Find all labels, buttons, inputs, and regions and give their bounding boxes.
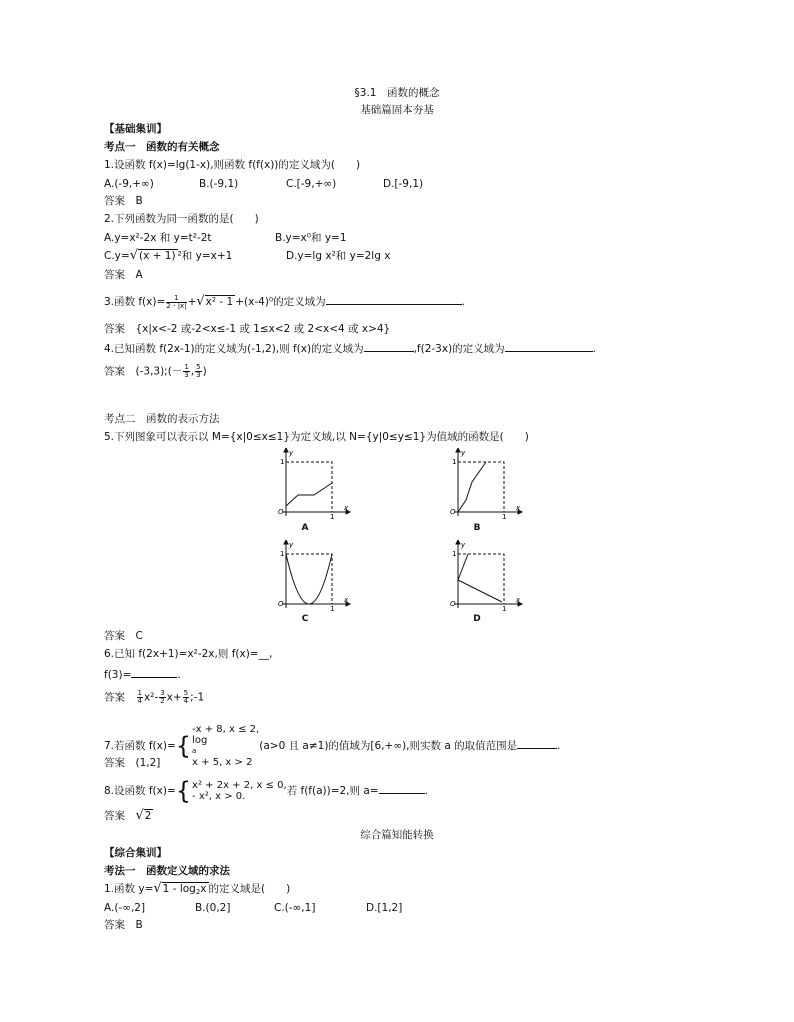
comprehensive-question-1-option-c: C.(-∞,1] [274,902,316,914]
basic-heading: 【基础集训】 [104,123,167,135]
answer-2: 答案 A [104,269,143,281]
answer-blank [517,737,557,749]
answer-1 [104,194,143,208]
answer-value: B [135,195,143,207]
answer-blank [505,340,593,352]
x-tick-1: 1 [502,513,507,520]
origin-label: O [278,508,284,516]
question-2-option-c: C.y=√(x + 1) ²和 y=x+1 [104,248,233,263]
x-axis-label: x [516,596,521,604]
answer-8: 答案 √2 [104,808,152,823]
topic-1-heading: 考点一 函数的有关概念 [104,141,220,153]
graph-b-label: B [473,523,481,533]
x-axis-label: x [344,504,349,512]
y-axis-label: y [461,449,466,457]
answer-label: 答案 [104,195,125,207]
method-1-heading: 考法一 函数定义域的求法 [104,865,230,877]
comprehensive-heading: 【综合集训】 [104,847,167,859]
question-8-text: 8.设函数 f(x)={ x² + 2x + 2, x ≤ 0, - x², x > 0. 若 f(f(a))=2,则 a= . [104,777,428,805]
comprehensive-question-1-option-a: A.(-∞,2] [104,902,146,914]
y-tick-1: 1 [452,550,457,558]
question-1-text: 1.设函数 f(x)=lg(1-x),则函数 f(f(x))的定义域为( ) [104,159,361,171]
y-axis-label: y [289,449,294,457]
answer-blank [326,293,462,305]
question-2-text: 2.下列函数为同一函数的是( ) [104,213,259,225]
question-1-option-d: D.[-9,1) [383,178,424,190]
piecewise-cases: x² + 2x + 2, x ≤ 0, - x², x > 0. [192,780,287,802]
section-title: §3.1 函数的概念 [354,87,440,99]
question-6-text-2: f(3)= . [104,666,181,682]
x-tick-1: 1 [330,605,335,612]
x-tick-1: 1 [502,605,507,612]
question-1-option-a: A.(-9,+∞) [104,178,154,190]
question-2-option-a: A.y=x²-2x 和 y=t²-2t [104,232,212,244]
answer-5: 答案 C [104,630,143,642]
graph-c [272,540,352,612]
comprehensive-question-1-option-d: D.[1,2] [366,902,403,914]
origin-label: O [450,600,456,608]
y-axis-label: y [461,541,466,549]
y-tick-1: 1 [280,458,285,466]
question-1-option-c: C.[-9,+∞) [286,178,337,190]
graph-c-label: C [301,614,309,624]
graph-d [444,540,524,612]
topic-2-heading: 考点二 函数的表示方法 [104,413,220,425]
answer-blank [379,782,425,794]
question-7-text: 7.若函数 f(x)={ -x + 8, x ≤ 2, log a x + 5, x > 2 (a>0 且 a≠1)的值域为[6,+∞),则实数 a 的取值范围是 . [104,724,561,768]
question-5-text: 5.下列图象可以表示以 M={x|0≤x≤1}为定义域,以 N={y|0≤y≤1}为值域的函数是( ) [104,431,529,443]
y-axis-label: y [289,541,294,549]
answer-7: 答案 (1,2] [104,757,161,769]
origin-label: O [450,508,456,516]
x-axis-label: x [344,596,349,604]
graph-a-label: A [301,523,309,533]
comprehensive-question-1-option-b: B.(0,2] [195,902,231,914]
graph-d-label: D [473,614,481,624]
graph-b [444,448,524,520]
piecewise-cases: -x + 8, x ≤ 2, log a x + 5, x > 2 [192,724,260,768]
answer-blank [364,340,414,352]
comprehensive-question-1-text: 1.函数 $y=√1 - \log_2x$ 的定义域是( ) [104,881,291,896]
answer-3: 答案 {x|x<-2 或-2<x≤-1 或 1≤x<2 或 2<x<4 或 x>4} [104,323,391,335]
comprehensive-answer-1: 答案 B [104,919,143,931]
graph-a [272,448,352,520]
question-3-text: 3.函数 f(x)= $\frac{1}{2 - |x|}$ +√x² - 1 +(x-4)⁰的定义域为 . [104,293,465,310]
answer-4: 答案 (-3,3);(－ $\frac{1}{3}$ , $\frac{5}{3}$ ) [104,363,207,379]
page-subtitle: 基础篇固本夯基 [360,104,434,116]
x-axis-label: x [516,504,521,512]
answer-blank [131,666,177,678]
answer-6: 答案 $\frac{1}{4}$ x²- $\frac{3}{2}$ x+ $\frac{5}{4}$ ;-1 [104,689,205,705]
fraction: $\frac{1}{2 - |x|}$ [166,293,187,310]
question-1-option-b: B.(-9,1) [199,178,239,190]
y-tick-1: 1 [452,458,457,466]
comprehensive-subtitle: 综合篇知能转换 [360,829,434,841]
origin-label: O [278,600,284,608]
question-6-text: 6.已知 f(2x+1)=x²-2x,则 f(x)=__, [104,648,273,660]
question-2-option-b: B.y=x⁰和 y=1 [275,232,347,244]
question-4-text: 4.已知函数 f(2x-1)的定义域为(-1,2),则 f(x)的定义域为 ,f(2-3x)的定义域为 . [104,340,596,356]
question-2-option-d: D.y=lg x²和 y=2lg x [286,250,391,262]
x-tick-1: 1 [330,513,335,520]
y-tick-1: 1 [280,550,285,558]
